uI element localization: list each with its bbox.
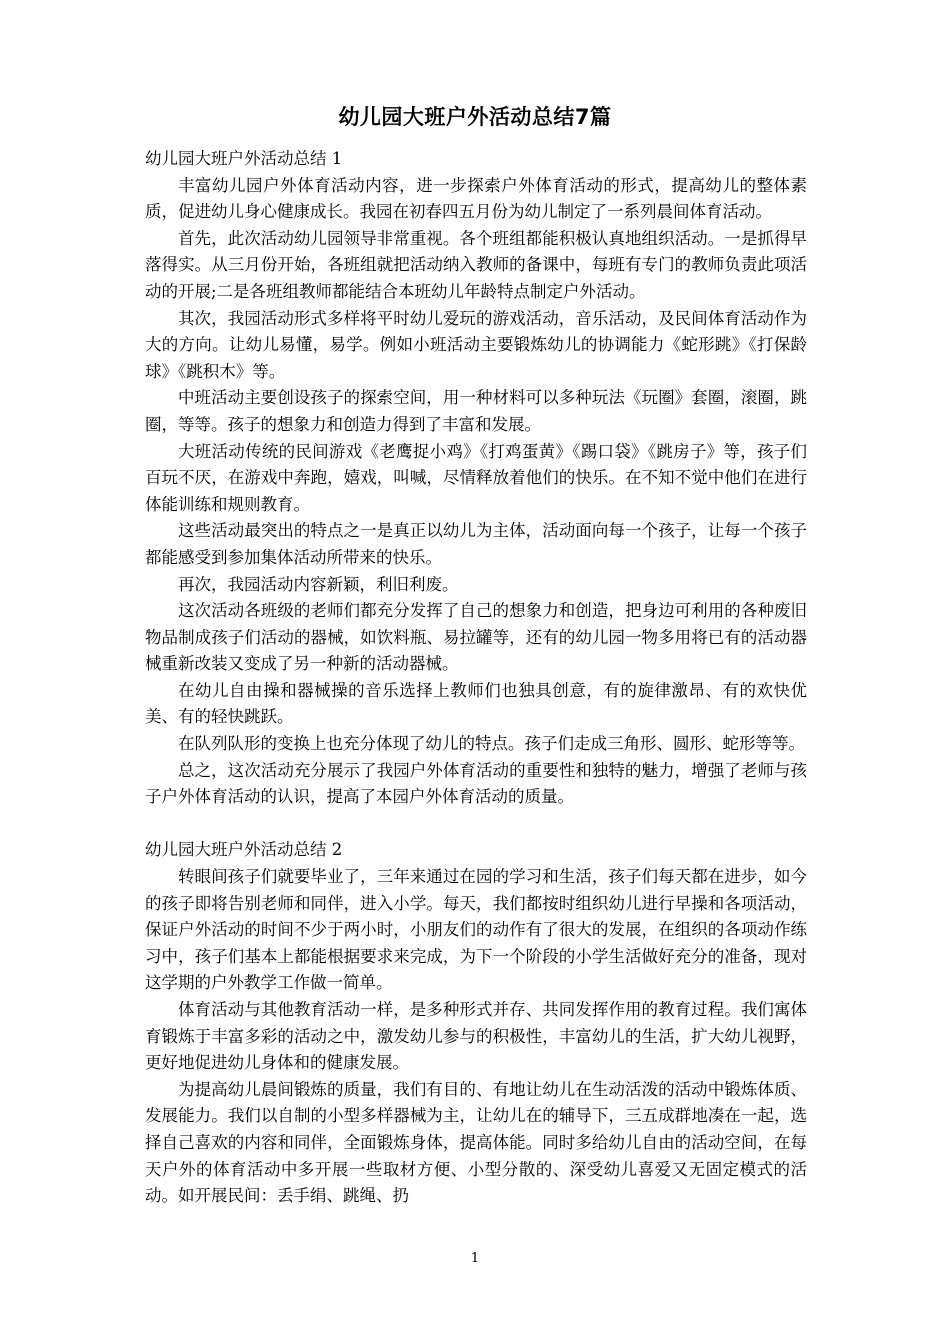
paragraph: 为提高幼儿晨间锻炼的质量，我们有目的、有地让幼儿在生动活泼的活动中锻炼体质、发展能力。我们以自制的小型多样器械为主，让幼儿在的辅导下，三五成群地凑在一起，选择自己喜欢的内容和同伴，全面锻炼身体，提高体能。同时多给幼儿自由的活动空间，在每天户外的体育活动中多开展一些取材方便、小型分散的、深受幼儿喜爱又无固定模式的活动。如开展民间：丢手绢、跳绳、扔 [145,1079,807,1206]
section-spacer [145,811,807,838]
paragraph: 大班活动传统的民间游戏《老鹰捉小鸡》《打鸡蛋黄》《踢口袋》《跳房子》等，孩子们百玩不厌，在游戏中奔跑，嬉戏，叫喊，尽情释放着他们的快乐。在不知不觉中他们在进行体能训练和规则教育。 [145,441,807,514]
paragraph: 在队列队形的变换上也充分体现了幼儿的特点。孩子们走成三角形、圆形、蛇形等等。 [178,734,805,754]
paragraph: 丰富幼儿园户外体育活动内容，进一步探索户外体育活动的形式，提高幼儿的整体素质，促进幼儿身心健康成长。我园在初春四五月份为幼儿制定了一系列晨间体育活动。 [145,175,807,222]
paragraph: 在幼儿自由操和器械操的音乐选择上教师们也独具创意，有的旋律激昂、有的欢快优美、有的轻快跳跃。 [145,680,807,727]
section-2 [145,837,807,1209]
paragraph: 其次，我园活动形式多样将平时幼儿爱玩的游戏活动，音乐活动，及民间体育活动作为大的方向。让幼儿易懂，易学。例如小班活动主要锻炼幼儿的协调能力《蛇形跳》《打保龄球》《跳积木》等。 [145,308,807,381]
section-heading: 幼儿园大班户外活动总结 2 [145,840,343,860]
paragraph: 首先，此次活动幼儿园领导非常重视。各个班组都能积极认真地组织活动。一是抓得早落得实。从三月份开始，各班组就把活动纳入教师的备课中，每班有专门的教师负责此项活动的开展;二是各班组教师都能结合本班幼儿年龄特点制定户外活动。 [145,228,807,301]
paragraph: 中班活动主要创设孩子的探索空间，用一种材料可以多种玩法《玩圈》套圈，滚圈，跳圈，等等。孩子的想象力和创造力得到了丰富和发展。 [145,388,807,434]
section-heading: 幼儿园大班户外活动总结 1 [145,149,343,168]
section-1 [145,146,807,811]
document-title: 幼儿园大班户外活动总结7篇 [338,105,612,129]
paragraph: 再次，我园活动内容新颖，利旧利废。 [178,574,459,594]
document-body [145,146,807,1210]
paragraph: 总之，这次活动充分展示了我园户外体育活动的重要性和独特的魅力，增强了老师与孩子户外体育活动的认识，提高了本园户外体育活动的质量。 [145,760,807,807]
paragraph: 体育活动与其他教育活动一样，是多种形式并存、共同发挥作用的教育过程。我们寓体育锻炼于丰富多彩的活动之中，激发幼儿参与的积极性，丰富幼儿的生活，扩大幼儿视野，更好地促进幼儿身体和的健康发展。 [145,1000,807,1073]
paragraph: 这些活动最突出的特点之一是真正以幼儿为主体，活动面向每一个孩子，让每一个孩子都能感受到参加集体活动所带来的快乐。 [145,521,807,567]
paragraph: 转眼间孩子们就要毕业了，三年来通过在园的学习和生活，孩子们每天都在进步，如今的孩子即将告别老师和同伴，进入小学。每天，我们都按时组织幼儿进行早操和各项活动，保证户外活动的时间不少于两小时，小朋友们的动作有了很大的发展，在组织的各项动作练习中，孩子们基本上都能根据要求来完成，为下一个阶段的小学生活做好充分的准备，现对这学期的户外教学工作做一简单。 [145,867,807,993]
page-number: 1 [470,1251,480,1266]
paragraph: 这次活动各班级的老师们都充分发挥了自己的想象力和创造，把身边可利用的各种废旧物品制成孩子们活动的器械，如饮料瓶、易拉罐等，还有的幼儿园一物多用将已有的活动器械重新改装又变成了另一种新的活动器械。 [145,601,807,674]
